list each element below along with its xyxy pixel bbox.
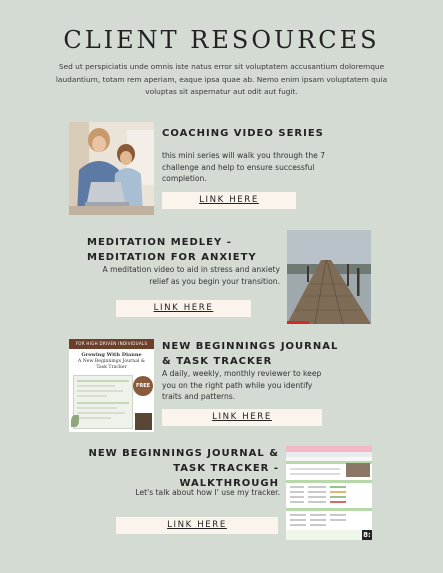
cover-photo-thumbnail: [135, 413, 152, 430]
meditation-video-thumbnail[interactable]: [287, 230, 371, 324]
spreadsheet-screenshot: [286, 446, 372, 540]
section-description-coaching: this mini series will walk you through the 7 challenge and help to ensure successful completion.: [162, 151, 326, 183]
video-duration-badge: 8:: [363, 531, 371, 539]
cover-banner: FOR HIGH DRIVEN INDIVIDUALS: [69, 339, 154, 349]
section-heading-walkthrough: NEW BEGINNINGS JOURNAL & TASK TRACKER - WALKTHROUGH: [88, 448, 279, 489]
leaf-decoration-icon: [71, 415, 79, 427]
cover-pages-graphic: [73, 375, 133, 429]
coaching-video-thumbnail[interactable]: [69, 122, 154, 215]
cover-title-line2: A New Beginnings Journal &: [78, 359, 145, 364]
link-here-button[interactable]: LINK HERE: [162, 409, 322, 426]
cover-title-line3: Task Tracker: [96, 365, 127, 370]
section-heading-coaching: COACHING VIDEO SERIES: [162, 128, 324, 139]
cover-title-line1: Growing With Dianne: [81, 352, 142, 358]
section-description-meditation: A meditation video to aid in stress and anxiety relief as you begin your transition.: [102, 265, 280, 286]
free-badge: FREE: [133, 376, 153, 396]
link-here-button[interactable]: LINK HERE: [162, 192, 296, 209]
page-title: CLIENT RESOURCES: [63, 26, 380, 54]
section-heading-meditation: MEDITATION MEDLEY - MEDITATION FOR ANXIETY: [87, 237, 257, 263]
dock-photo: [287, 230, 371, 324]
journal-cover-thumbnail[interactable]: [69, 339, 154, 432]
section-description-journal: A daily, weekly, monthly reviewer to keep you on the right path while you identify traits and patterns.: [162, 369, 322, 401]
section-heading-journal: NEW BEGINNINGS JOURNAL & TASK TRACKER: [162, 341, 339, 367]
coaching-video-photo: [69, 122, 154, 215]
section-description-walkthrough: Let's talk about how I' use my tracker.: [135, 488, 280, 497]
walkthrough-video-thumbnail[interactable]: [286, 446, 372, 540]
link-here-button[interactable]: LINK HERE: [116, 300, 251, 317]
link-here-button[interactable]: LINK HERE: [116, 517, 278, 534]
intro-text: Sed ut perspiciatis unde omnis iste natus error sit voluptatem accusantium doloremque laudantium, totam rem aperiam, eaque ipsa quae ab. Nemo enim ipsam voluptatem quia voluptas sit aspernatur aut odit aut fugit.: [55, 62, 388, 96]
